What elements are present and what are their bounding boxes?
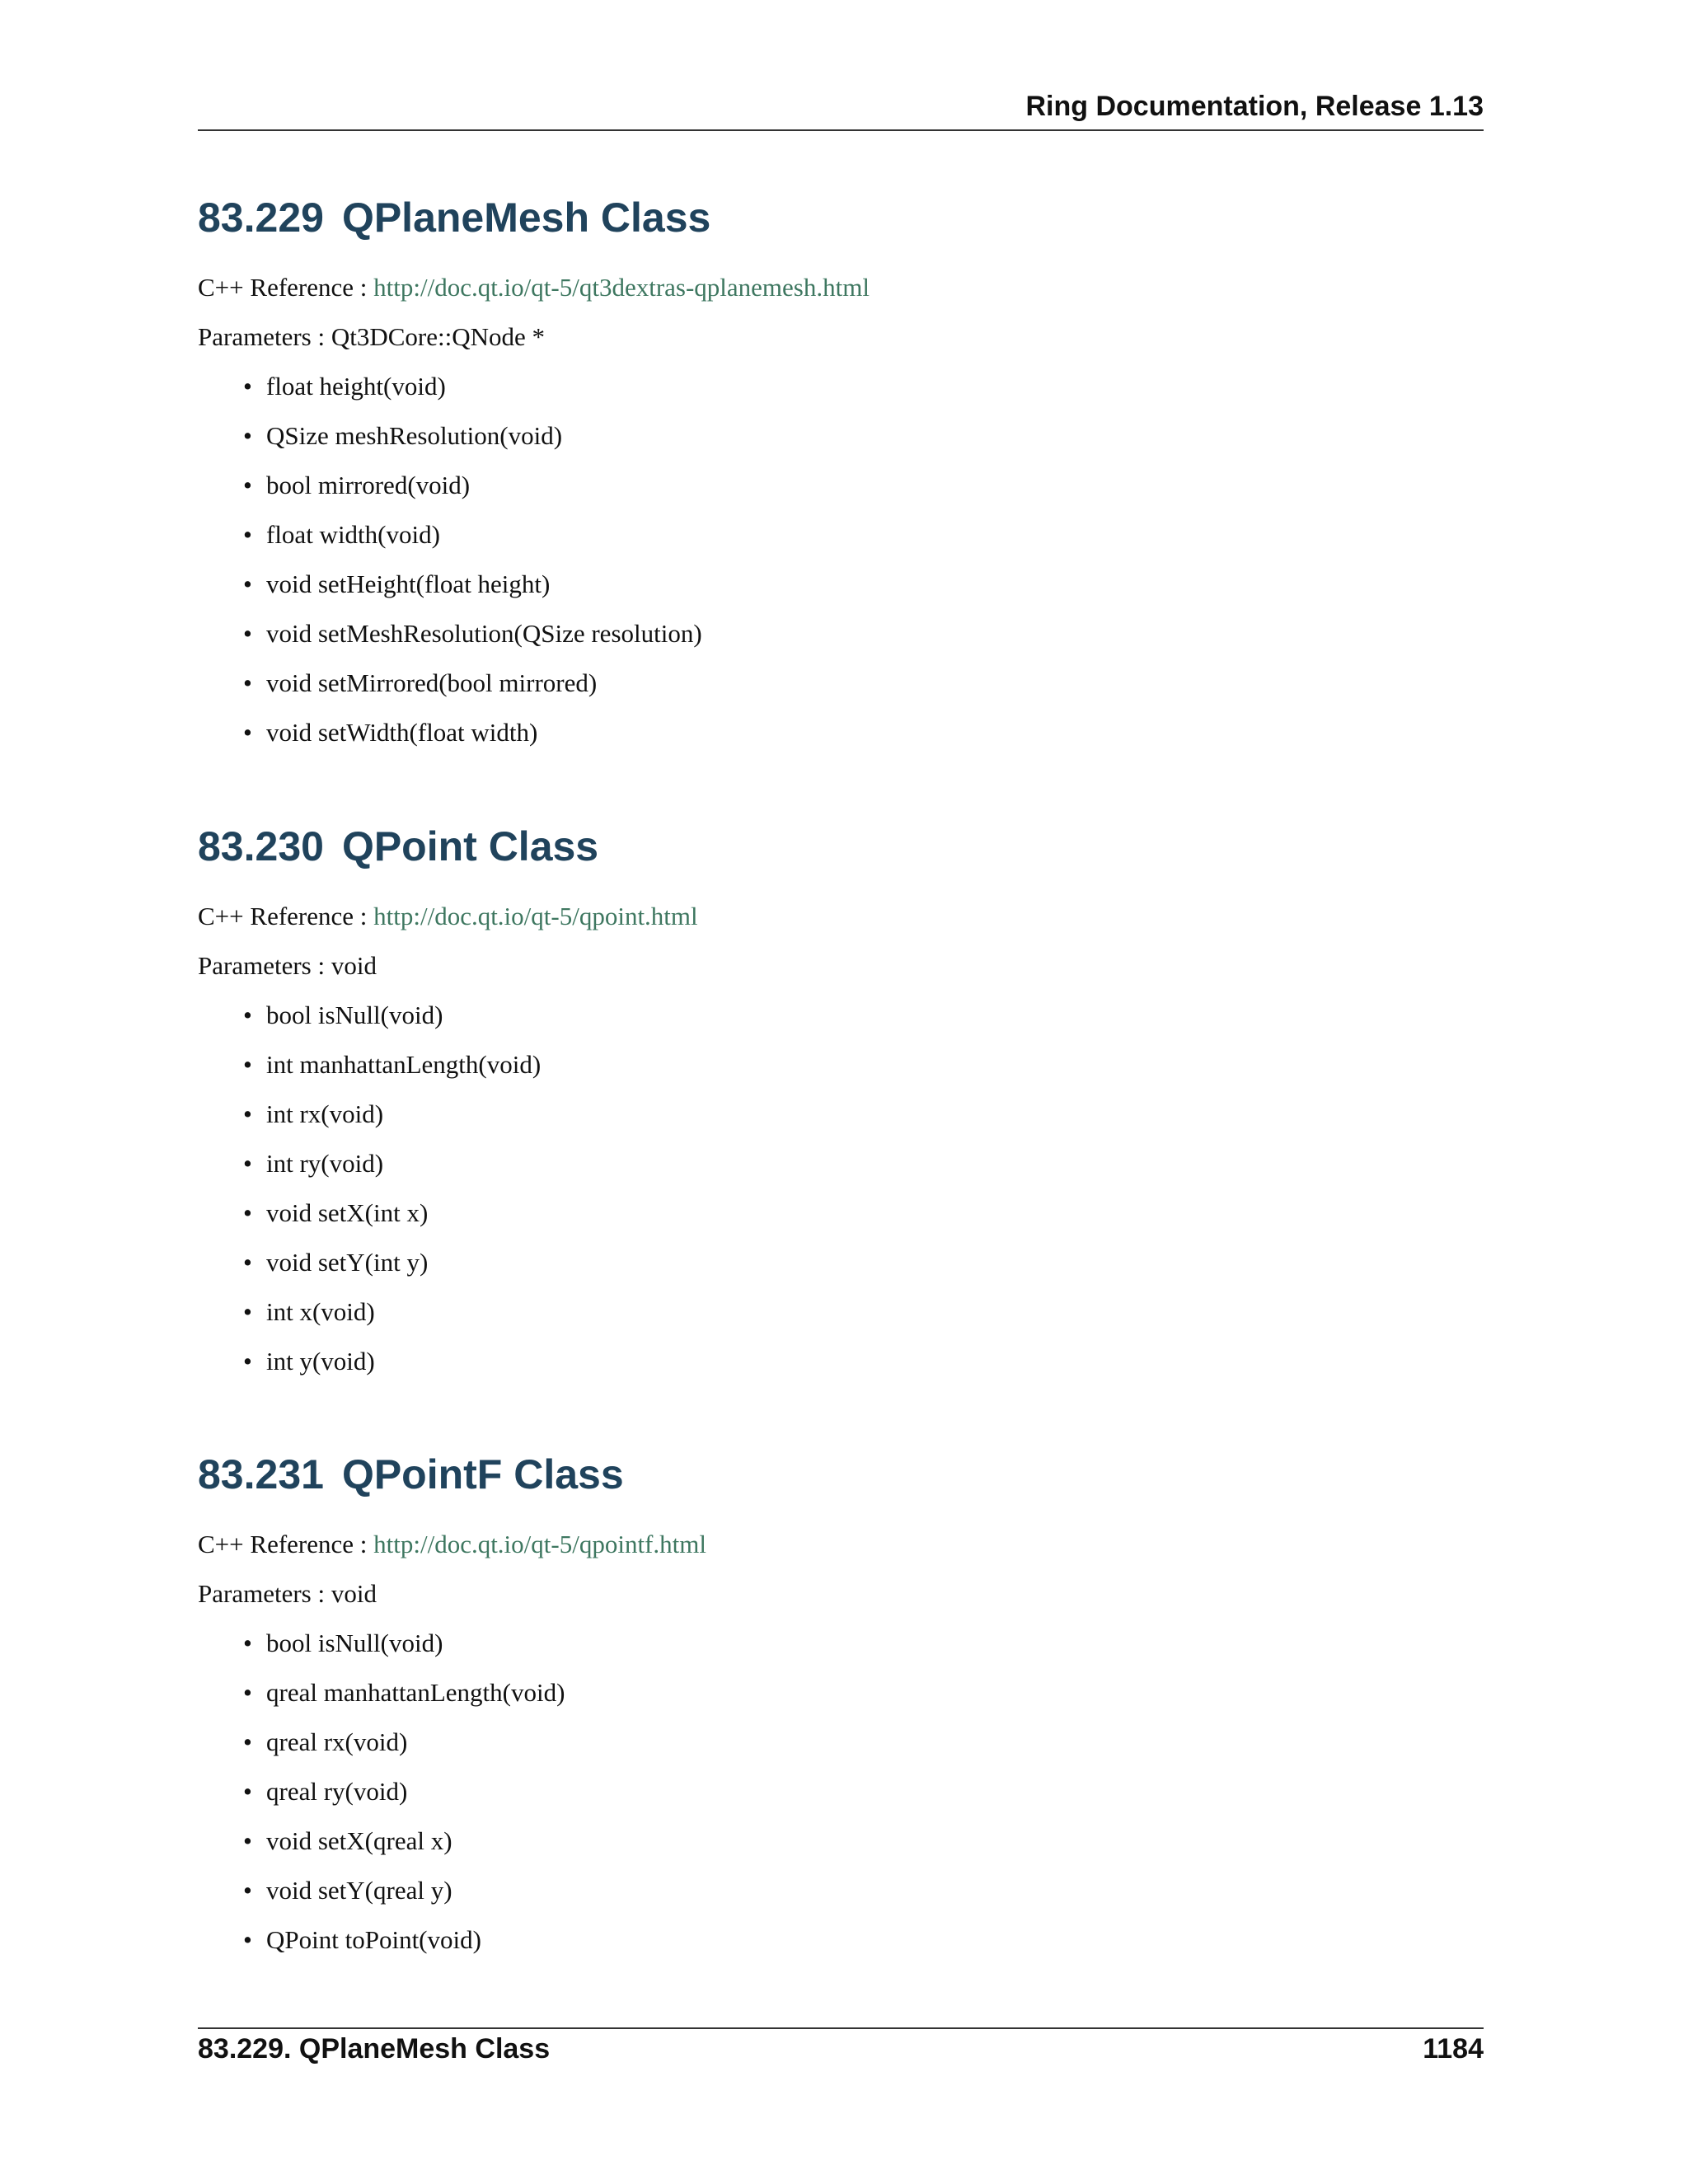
section-number: 83.230 <box>198 823 324 869</box>
reference-link[interactable]: http://doc.qt.io/qt-5/qpointf.html <box>373 1530 706 1558</box>
bullet-icon: • <box>243 1001 252 1029</box>
method-text: int rx(void) <box>266 1099 384 1128</box>
list-item <box>198 1825 1484 1858</box>
list-item <box>198 370 1484 403</box>
list-item <box>198 469 1484 502</box>
method-text: QSize meshResolution(void) <box>266 421 563 450</box>
section-qpointf <box>198 1448 1484 1973</box>
list-item <box>198 1246 1484 1279</box>
method-text: float height(void) <box>266 372 446 401</box>
bullet-icon: • <box>243 372 252 401</box>
method-text: void setHeight(float height) <box>266 569 551 598</box>
bullet-icon: • <box>243 1629 252 1657</box>
list-item <box>198 1924 1484 1957</box>
parameters: Parameters : void <box>198 1579 377 1608</box>
bullet-icon: • <box>243 668 252 697</box>
bullet-icon: • <box>243 1678 252 1707</box>
section-number: 83.231 <box>198 1451 324 1497</box>
method-text: bool isNull(void) <box>266 1001 443 1029</box>
section-title: QPlaneMesh Class <box>341 194 711 241</box>
running-header: Ring Documentation, Release 1.13 <box>1025 91 1484 122</box>
section-heading <box>198 820 1484 873</box>
bullet-icon: • <box>243 619 252 648</box>
method-text: void setY(qreal y) <box>266 1876 452 1905</box>
method-text: bool mirrored(void) <box>266 471 471 499</box>
method-text: int y(void) <box>266 1347 375 1376</box>
method-text: int manhattanLength(void) <box>266 1050 542 1079</box>
list-item <box>198 1726 1484 1759</box>
list-item <box>198 1296 1484 1329</box>
method-text: void setMeshResolution(QSize resolution) <box>266 619 702 648</box>
bullet-icon: • <box>243 1777 252 1806</box>
bullet-icon: • <box>243 718 252 747</box>
bullet-icon: • <box>243 1347 252 1376</box>
list-item <box>198 568 1484 601</box>
method-text: bool isNull(void) <box>266 1629 443 1657</box>
bullet-icon: • <box>243 1826 252 1855</box>
method-text: float width(void) <box>266 520 440 549</box>
method-text: qreal manhattanLength(void) <box>266 1678 565 1707</box>
method-text: void setMirrored(bool mirrored) <box>266 668 598 697</box>
method-list <box>198 1627 1484 1957</box>
section-qpoint <box>198 820 1484 1394</box>
list-item <box>198 1874 1484 1907</box>
list-item <box>198 1627 1484 1660</box>
footer-section-title: 83.229. QPlaneMesh Class <box>198 2033 551 2064</box>
list-item <box>198 1048 1484 1081</box>
header-rule <box>198 129 1484 131</box>
list-item <box>198 1775 1484 1808</box>
section-qplanemesh <box>198 191 1484 766</box>
list-item <box>198 518 1484 551</box>
method-list <box>198 999 1484 1378</box>
section-heading <box>198 1448 1484 1501</box>
bullet-icon: • <box>243 1099 252 1128</box>
bullet-icon: • <box>243 520 252 549</box>
cpp-reference <box>198 1528 1484 1561</box>
page-number: 1184 <box>1423 2033 1484 2064</box>
bullet-icon: • <box>243 471 252 499</box>
reference-link[interactable]: http://doc.qt.io/qt-5/qt3dextras-qplanemesh.html <box>373 273 870 302</box>
footer-rule <box>198 2027 1484 2029</box>
section-title: QPoint Class <box>341 823 599 869</box>
list-item <box>198 1676 1484 1709</box>
bullet-icon: • <box>243 1876 252 1905</box>
bullet-icon: • <box>243 1149 252 1178</box>
section-heading <box>198 191 1484 244</box>
list-item <box>198 1345 1484 1378</box>
bullet-icon: • <box>243 1248 252 1277</box>
method-text: qreal rx(void) <box>266 1727 408 1756</box>
list-item <box>198 1098 1484 1131</box>
section-number: 83.229 <box>198 194 324 241</box>
cpp-reference <box>198 900 1484 933</box>
bullet-icon: • <box>243 1727 252 1756</box>
list-item <box>198 716 1484 749</box>
reference-link[interactable]: http://doc.qt.io/qt-5/qpoint.html <box>373 902 698 930</box>
method-text: int x(void) <box>266 1297 375 1326</box>
section-title: QPointF Class <box>341 1451 624 1497</box>
method-text: QPoint toPoint(void) <box>266 1925 481 1954</box>
list-item <box>198 667 1484 700</box>
method-text: void setWidth(float width) <box>266 718 538 747</box>
list-item <box>198 1197 1484 1230</box>
method-text: int ry(void) <box>266 1149 384 1178</box>
parameters: Parameters : void <box>198 951 377 980</box>
method-text: qreal ry(void) <box>266 1777 408 1806</box>
list-item <box>198 617 1484 650</box>
cpp-reference <box>198 271 1484 304</box>
method-text: void setX(int x) <box>266 1198 429 1227</box>
bullet-icon: • <box>243 1198 252 1227</box>
bullet-icon: • <box>243 1297 252 1326</box>
method-text: void setX(qreal x) <box>266 1826 452 1855</box>
bullet-icon: • <box>243 421 252 450</box>
document-page <box>198 0 1484 2184</box>
bullet-icon: • <box>243 1050 252 1079</box>
list-item <box>198 1147 1484 1180</box>
bullet-icon: • <box>243 569 252 598</box>
bullet-icon: • <box>243 1925 252 1954</box>
parameters: Parameters : Qt3DCore::QNode * <box>198 322 545 351</box>
method-text: void setY(int y) <box>266 1248 429 1277</box>
list-item <box>198 999 1484 1032</box>
method-list <box>198 370 1484 749</box>
reference-label: C++ Reference : <box>198 273 374 302</box>
list-item <box>198 419 1484 452</box>
reference-label: C++ Reference : <box>198 1530 374 1558</box>
reference-label: C++ Reference : <box>198 902 374 930</box>
